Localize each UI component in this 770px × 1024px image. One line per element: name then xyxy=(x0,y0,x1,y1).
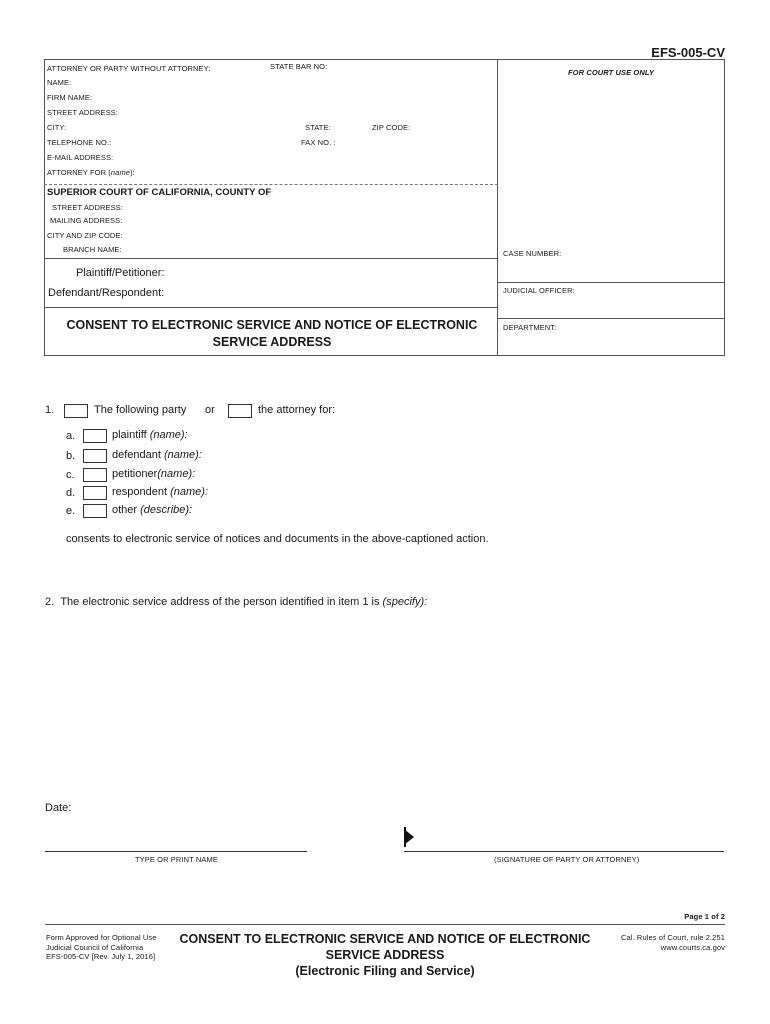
fax-label: FAX NO. : xyxy=(301,138,336,147)
attorney-for-option-label: the attorney for: xyxy=(258,404,336,416)
signature-line[interactable] xyxy=(404,851,724,852)
option-label: petitioner(name): xyxy=(112,468,196,480)
street-label: STREET ADDRESS: xyxy=(47,108,118,117)
signature-label: (SIGNATURE OF PARTY OR ATTORNEY) xyxy=(494,855,640,864)
name-label: NAME: xyxy=(47,78,72,87)
attorney-label: ATTORNEY OR PARTY WITHOUT ATTORNEY: xyxy=(47,64,211,73)
approved-line1: Form Approved for Optional Use xyxy=(46,933,157,942)
option-letter: d. xyxy=(66,487,76,499)
petitioner-checkbox[interactable] xyxy=(83,468,107,482)
court-divider xyxy=(44,184,498,185)
rules-block xyxy=(621,933,725,953)
form-id: EFS-005-CV xyxy=(651,45,725,60)
other-checkbox[interactable] xyxy=(83,504,107,518)
caption-box xyxy=(44,59,725,356)
title-top-line xyxy=(44,307,498,308)
rules-line1: Cal. Rules of Court, rule 2.251 xyxy=(621,933,725,942)
plaintiff-checkbox[interactable] xyxy=(83,429,107,443)
approved-line2: Judicial Council of California xyxy=(46,942,144,952)
option-label: plaintiff (name): xyxy=(112,429,188,441)
approved-block xyxy=(46,933,157,962)
form-title-line2: SERVICE ADDRESS xyxy=(212,335,332,349)
defendant-checkbox[interactable] xyxy=(83,449,107,463)
option-letter: a. xyxy=(66,430,76,442)
court-branch-label: BRANCH NAME: xyxy=(63,245,122,254)
footer-line xyxy=(45,924,725,925)
phone-label: TELEPHONE NO.: xyxy=(47,138,112,147)
zip-label: ZIP CODE: xyxy=(372,123,411,132)
name-line[interactable] xyxy=(45,851,307,852)
attorney-for-label: ATTORNEY FOR (name): xyxy=(47,168,135,177)
page-number: Page 1 of 2 xyxy=(684,912,725,921)
option-letter: b. xyxy=(66,450,76,462)
party-checkbox[interactable] xyxy=(64,404,88,418)
plaintiff-label: Plaintiff/Petitioner: xyxy=(76,267,165,279)
department-label: DEPARTMENT: xyxy=(503,323,557,332)
approved-line3: EFS-005-CV [Rev. July 1, 2016] xyxy=(46,952,156,961)
city-label: CITY: xyxy=(47,123,67,132)
department-top-line xyxy=(497,318,725,319)
rules-link[interactable]: www.courts.ca.gov xyxy=(660,943,725,952)
email-label: E-MAIL ADDRESS: xyxy=(47,153,114,162)
option-label: defendant (name): xyxy=(112,449,202,461)
court-mailing-label: MAILING ADDRESS: xyxy=(50,216,123,225)
form-title-line1: CONSENT TO ELECTRONIC SERVICE AND NOTICE OF ELECTRONIC xyxy=(66,318,478,332)
footer-title-line2: SERVICE ADDRESS xyxy=(325,948,445,962)
form-title xyxy=(46,317,498,351)
type-name-label: TYPE OR PRINT NAME xyxy=(135,855,218,864)
or-label: or xyxy=(205,404,215,416)
option-label: other (describe): xyxy=(112,504,193,516)
defendant-label: Defendant/Respondent: xyxy=(48,287,165,299)
judicial-officer-label: JUDICIAL OFFICER: xyxy=(503,286,575,295)
party-label: The following party xyxy=(94,404,187,416)
case-number-label: CASE NUMBER: xyxy=(503,249,562,258)
respondent-checkbox[interactable] xyxy=(83,486,107,500)
state-label: STATE: xyxy=(305,123,331,132)
judicial-top-line xyxy=(497,282,725,283)
firm-label: FIRM NAME: xyxy=(47,93,93,102)
option-letter: e. xyxy=(66,505,76,517)
parties-top-line xyxy=(44,258,498,259)
court-title: SUPERIOR COURT OF CALIFORNIA, COUNTY OF xyxy=(47,187,272,198)
option-label: respondent (name): xyxy=(112,486,209,498)
attorney-checkbox[interactable] xyxy=(228,404,252,418)
footer-title-line1: CONSENT TO ELECTRONIC SERVICE AND NOTICE OF ELECTRONIC xyxy=(179,932,591,946)
date-label: Date: xyxy=(45,802,72,814)
footer-title-line3: (Electronic Filing and Service) xyxy=(295,964,475,978)
option-letter: c. xyxy=(66,469,75,481)
footer-title xyxy=(160,931,610,979)
item2-text: 2. The electronic service address of the person identified in item 1 is (specify): xyxy=(45,596,428,608)
signature-arrow-icon xyxy=(404,829,414,845)
court-city-zip-label: CITY AND ZIP CODE: xyxy=(47,231,123,240)
court-use-label: FOR COURT USE ONLY xyxy=(568,68,655,77)
state-bar-label: STATE BAR NO: xyxy=(270,62,328,71)
court-street-label: STREET ADDRESS: xyxy=(52,203,123,212)
consent-text: consents to electronic service of notices and documents in the above-captioned action. xyxy=(66,533,489,545)
item1-number: 1. xyxy=(45,404,55,416)
caption-divider xyxy=(497,59,498,356)
